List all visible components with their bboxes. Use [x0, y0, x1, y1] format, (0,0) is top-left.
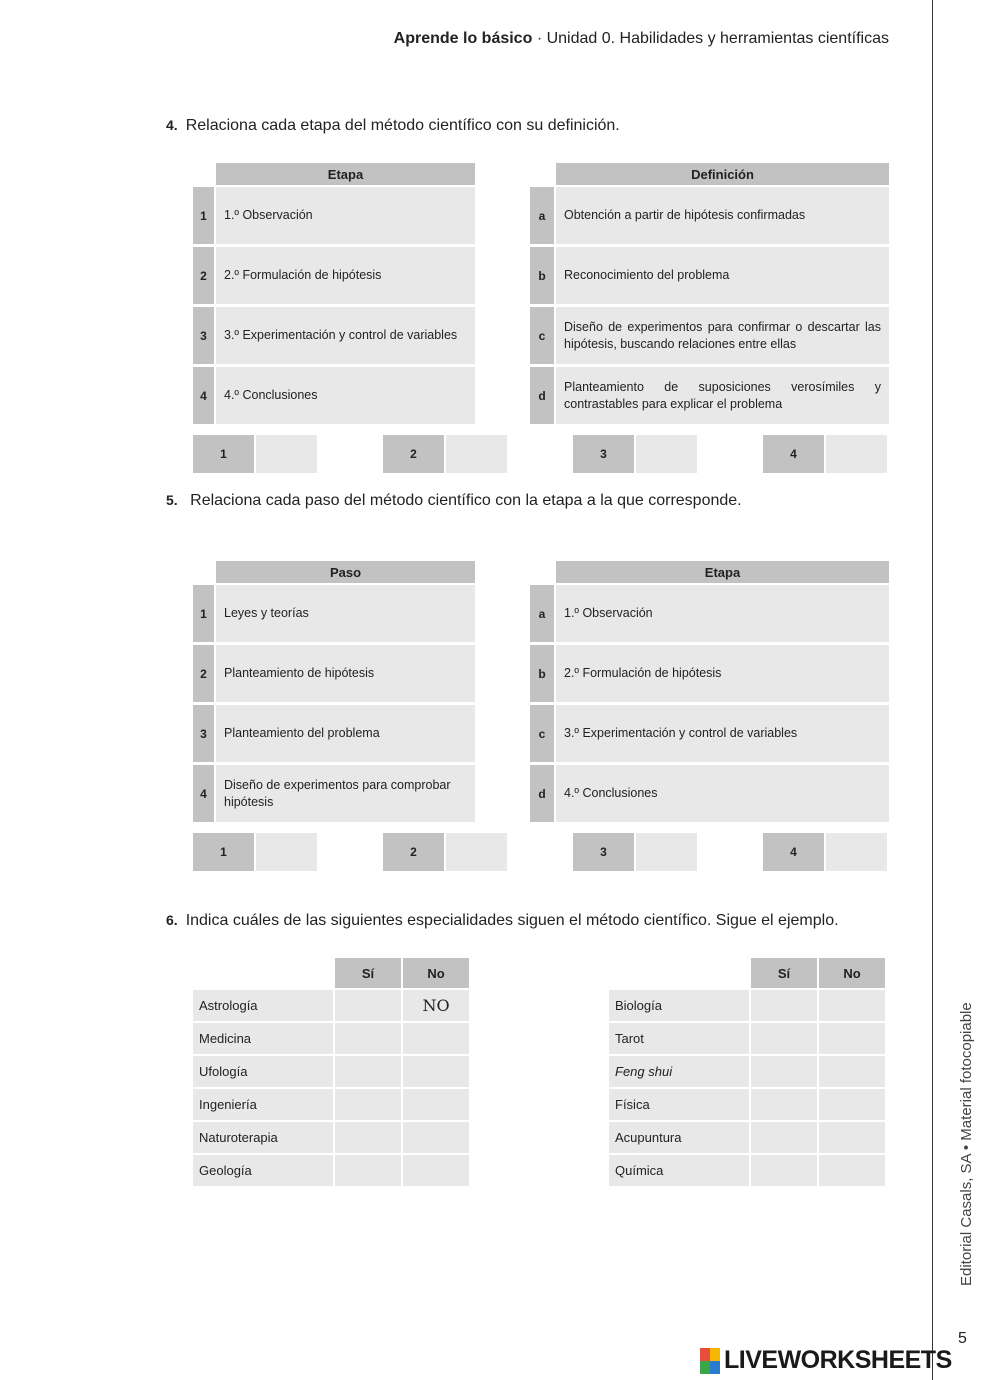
- q4-left-index: 2: [193, 247, 214, 304]
- q4-answer-input-4[interactable]: [826, 435, 887, 473]
- q5-right-index: a: [530, 585, 554, 642]
- q5-left-cell: Diseño de experimentos para comprobar hipótesis: [216, 765, 475, 822]
- q6-left-subject: Ufología: [193, 1056, 333, 1087]
- q6-title-text: Indica cuáles de las siguientes especialidades siguen el método científico. Sigue el ejemplo.: [185, 912, 839, 929]
- q6-left-no-input[interactable]: [403, 1155, 469, 1186]
- q6-right-no-input[interactable]: [819, 1122, 885, 1153]
- q6-right-si-input[interactable]: [751, 1089, 817, 1120]
- q6-left-si-header: Sí: [335, 958, 401, 988]
- q4-right-index: a: [530, 187, 554, 244]
- side-copyright: Editorial Casals, SA • Material fotocopiable: [958, 1002, 975, 1286]
- q5-left-header: Paso: [216, 561, 475, 583]
- q5-answer-input-2[interactable]: [446, 833, 507, 871]
- q4-left-cell: 4.º Conclusiones: [216, 367, 475, 424]
- q6-right-subject: Tarot: [609, 1023, 749, 1054]
- q5-left-index: 4: [193, 765, 214, 822]
- q4-answer-label-3: 3: [573, 435, 634, 473]
- q5-answer-label-2: 2: [383, 833, 444, 871]
- q4-right-cell: Planteamiento de suposiciones verosímiles y contrastables para explicar el problema: [556, 367, 889, 424]
- q4-left-index: 1: [193, 187, 214, 244]
- q6-right-no-input[interactable]: [819, 1023, 885, 1054]
- q4-right-index: d: [530, 367, 554, 424]
- q5-title-text: Relaciona cada paso del método científico con la etapa a la que corresponde.: [190, 492, 742, 509]
- q6-right-no-header: No: [819, 958, 885, 988]
- q5-left-cell: Planteamiento de hipótesis: [216, 645, 475, 702]
- q6-title: [166, 912, 839, 930]
- header-bold: Aprende lo básico: [393, 30, 533, 47]
- q4-left-header: Etapa: [216, 163, 475, 185]
- q5-right-cell: 4.º Conclusiones: [556, 765, 889, 822]
- q6-right-subject: Química: [609, 1155, 749, 1186]
- q4-right-index: b: [530, 247, 554, 304]
- q4-answer-label-2: 2: [383, 435, 444, 473]
- q4-title-text: Relaciona cada etapa del método científico con su definición.: [185, 117, 620, 134]
- q6-left-no-input[interactable]: [403, 1023, 469, 1054]
- q6-left-subject: Geología: [193, 1155, 333, 1186]
- q4-left-cell: 1.º Observación: [216, 187, 475, 244]
- q5-right-index: c: [530, 705, 554, 762]
- q6-left-subject: Medicina: [193, 1023, 333, 1054]
- page-header: [394, 30, 889, 48]
- q4-right-cell: Diseño de experimentos para confirmar o descartar las hipótesis, buscando relaciones entre ellas: [556, 307, 889, 364]
- q6-right-si-input[interactable]: [751, 990, 817, 1021]
- q5-title: [166, 492, 742, 510]
- q6-left-no-input[interactable]: [403, 1089, 469, 1120]
- header-rest: Unidad 0. Habilidades y herramientas científicas: [546, 30, 889, 47]
- q5-left-cell: Leyes y teorías: [216, 585, 475, 642]
- q6-left-subject: Astrología: [193, 990, 333, 1021]
- q6-left-no-input[interactable]: [403, 1056, 469, 1087]
- q4-answer-label-4: 4: [763, 435, 824, 473]
- q6-right-no-input[interactable]: [819, 1155, 885, 1186]
- q4-number: 4.: [166, 117, 178, 133]
- q6-left-subject: Ingeniería: [193, 1089, 333, 1120]
- q4-left-cell: 3.º Experimentación y control de variables: [216, 307, 475, 364]
- q4-answer-input-2[interactable]: [446, 435, 507, 473]
- q4-right-index: c: [530, 307, 554, 364]
- q6-left-si-input[interactable]: [335, 990, 401, 1021]
- q4-right-cell: Obtención a partir de hipótesis confirmadas: [556, 187, 889, 244]
- q4-left-index: 4: [193, 367, 214, 424]
- q6-right-subject: Física: [609, 1089, 749, 1120]
- q5-answer-label-3: 3: [573, 833, 634, 871]
- q5-answer-label-1: 1: [193, 833, 254, 871]
- q4-right-header: Definición: [556, 163, 889, 185]
- q6-left-si-input[interactable]: [335, 1155, 401, 1186]
- liveworksheets-logo: [700, 1346, 952, 1375]
- q6-right-si-input[interactable]: [751, 1122, 817, 1153]
- q6-left-si-input[interactable]: [335, 1023, 401, 1054]
- q4-answer-input-1[interactable]: [256, 435, 317, 473]
- q6-left-no-input[interactable]: NO: [403, 990, 469, 1021]
- q6-right-no-input[interactable]: [819, 1056, 885, 1087]
- q5-right-cell: 2.º Formulación de hipótesis: [556, 645, 889, 702]
- q5-answer-input-4[interactable]: [826, 833, 887, 871]
- logo-text: LIVEWORKSHEETS: [724, 1346, 952, 1374]
- q4-left-cell: 2.º Formulación de hipótesis: [216, 247, 475, 304]
- q6-number: 6.: [166, 912, 178, 928]
- q5-right-cell: 1.º Observación: [556, 585, 889, 642]
- q6-left-si-input[interactable]: [335, 1089, 401, 1120]
- q6-right-subject: Acupuntura: [609, 1122, 749, 1153]
- q6-right-si-input[interactable]: [751, 1155, 817, 1186]
- q4-answer-label-1: 1: [193, 435, 254, 473]
- liveworksheets-logo-icon: [700, 1348, 720, 1374]
- q6-left-si-input[interactable]: [335, 1122, 401, 1153]
- q5-answer-input-3[interactable]: [636, 833, 697, 871]
- q5-right-index: d: [530, 765, 554, 822]
- q5-right-cell: 3.º Experimentación y control de variables: [556, 705, 889, 762]
- q6-left-no-input[interactable]: [403, 1122, 469, 1153]
- q5-right-header: Etapa: [556, 561, 889, 583]
- q5-right-index: b: [530, 645, 554, 702]
- q4-answer-input-3[interactable]: [636, 435, 697, 473]
- q5-left-cell: Planteamiento del problema: [216, 705, 475, 762]
- q4-title: [166, 117, 620, 135]
- logo-square: [710, 1361, 720, 1374]
- q4-left-index: 3: [193, 307, 214, 364]
- q6-right-no-input[interactable]: [819, 1089, 885, 1120]
- q5-answer-input-1[interactable]: [256, 833, 317, 871]
- q6-right-si-header: Sí: [751, 958, 817, 988]
- q6-left-no-header: No: [403, 958, 469, 988]
- header-dot: ·: [536, 30, 543, 47]
- q6-left-si-input[interactable]: [335, 1056, 401, 1087]
- q5-left-index: 2: [193, 645, 214, 702]
- q5-left-index: 1: [193, 585, 214, 642]
- q6-right-si-input[interactable]: [751, 1023, 817, 1054]
- q6-right-subject: Biología: [609, 990, 749, 1021]
- q4-right-cell: Reconocimiento del problema: [556, 247, 889, 304]
- q6-right-no-input[interactable]: [819, 990, 885, 1021]
- q6-right-subject: Feng shui: [609, 1056, 749, 1087]
- q5-answer-label-4: 4: [763, 833, 824, 871]
- page-number: 5: [958, 1330, 967, 1347]
- q6-right-si-input[interactable]: [751, 1056, 817, 1087]
- logo-square: [710, 1348, 720, 1361]
- q5-left-index: 3: [193, 705, 214, 762]
- q6-left-subject: Naturoterapia: [193, 1122, 333, 1153]
- page-border-line: [932, 0, 933, 1380]
- q5-number: 5.: [166, 492, 178, 508]
- logo-square: [700, 1361, 710, 1374]
- logo-square: [700, 1348, 710, 1361]
